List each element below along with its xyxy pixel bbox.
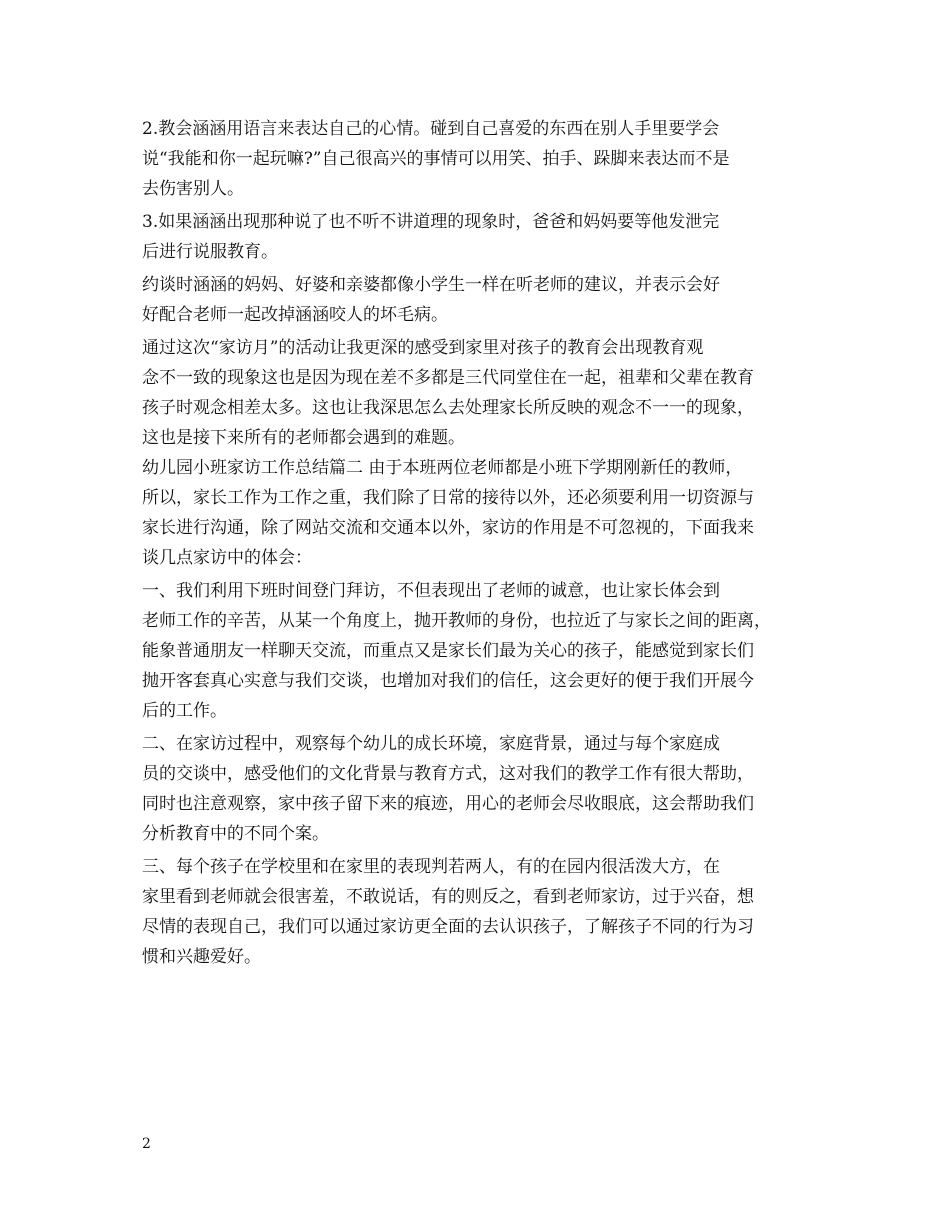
text-line: 惯和兴趣爱好。 [142, 947, 261, 967]
text-line: 家里看到老师就会很害羞，不敢说话，有的则反之，看到老师家访，过于兴奋，想 [142, 887, 754, 907]
text-line: 说“我能和你一起玩嘛?”自己很高兴的事情可以用笑、拍手、跺脚来表达而不是 [142, 149, 730, 169]
text-line: 后进行说服教育。 [142, 242, 278, 262]
paragraph [142, 453, 812, 573]
text-line: 2.教会涵涵用语言来表达自己的心情。碰到自己喜爱的东西在别人手里要学会 [142, 119, 720, 139]
text-line: 抛开客套真心实意与我们交谈，也增加对我们的信任，这会更好的便于我们开展今 [142, 671, 754, 691]
text-line: 约谈时涵涵的妈妈、好婆和亲婆都像小学生一样在听老师的建议，并表示会好 [142, 275, 720, 295]
text-line: 3.如果涵涵出现那种说了也不听不讲道理的现象时，爸爸和妈妈要等他发泄完 [142, 212, 720, 232]
paragraph [142, 114, 812, 204]
page-number: 2 [142, 1136, 151, 1152]
text-line: 能象普通朋友一样聊天交流，而重点又是家长们最为关心的孩子，能感觉到家长们 [142, 641, 754, 661]
text-line: 念不一致的现象这也是因为现在差不多都是三代同堂住在一起，祖辈和父辈在教育 [142, 368, 754, 388]
text-line: 好配合老师一起改掉涵涵咬人的坏毛病。 [142, 305, 448, 325]
paragraph [142, 333, 812, 453]
text-line: 三、每个孩子在学校里和在家里的表现判若两人，有的在园内很活泼大方，在 [142, 857, 720, 877]
text-line: 所以，家长工作为工作之重，我们除了日常的接待以外，还必须要利用一切资源与 [142, 488, 754, 508]
paragraph [142, 576, 812, 726]
paragraph [142, 207, 812, 267]
text-line: 谈几点家访中的体会： [142, 548, 312, 568]
text-line: 尽情的表现自己，我们可以通过家访更全面的去认识孩子，了解孩子不同的行为习 [142, 917, 754, 937]
text-line: 二、在家访过程中，观察每个幼儿的成长环境，家庭背景，通过与每个家庭成 [142, 734, 720, 754]
paragraph [142, 729, 812, 849]
text-line: 同时也注意观察，家中孩子留下来的痕迹，用心的老师会尽收眼底，这会帮助我们 [142, 794, 754, 814]
text-line: 去伤害别人。 [142, 179, 244, 199]
paragraph [142, 270, 812, 330]
text-line: 家长进行沟通，除了网站交流和交通本以外，家访的作用是不可忽视的，下面我来 [142, 518, 754, 538]
text-line: 幼儿园小班家访工作总结篇二 由于本班两位老师都是小班下学期刚新任的教师， [142, 458, 743, 478]
text-line: 孩子时观念相差太多。这也让我深思怎么去处理家长所反映的观念不一一的现象， [142, 398, 754, 418]
text-line: 员的交谈中，感受他们的文化背景与教育方式，这对我们的教学工作有很大帮助， [142, 764, 754, 784]
text-line: 分析教育中的不同个案。 [142, 824, 329, 844]
paragraph [142, 852, 812, 972]
document-body [142, 114, 812, 972]
text-line: 一、我们利用下班时间登门拜访，不但表现出了老师的诚意，也让家长体会到 [142, 581, 720, 601]
text-line: 这也是接下来所有的老师都会遇到的难题。 [142, 428, 465, 448]
text-line: 老师工作的辛苦，从某一个角度上，抛开教师的身份，也拉近了与家长之间的距离， [142, 611, 771, 631]
text-line: 通过这次“家访月”的活动让我更深的感受到家里对孩子的教育会出现教育观 [142, 338, 704, 358]
text-line: 后的工作。 [142, 701, 227, 721]
